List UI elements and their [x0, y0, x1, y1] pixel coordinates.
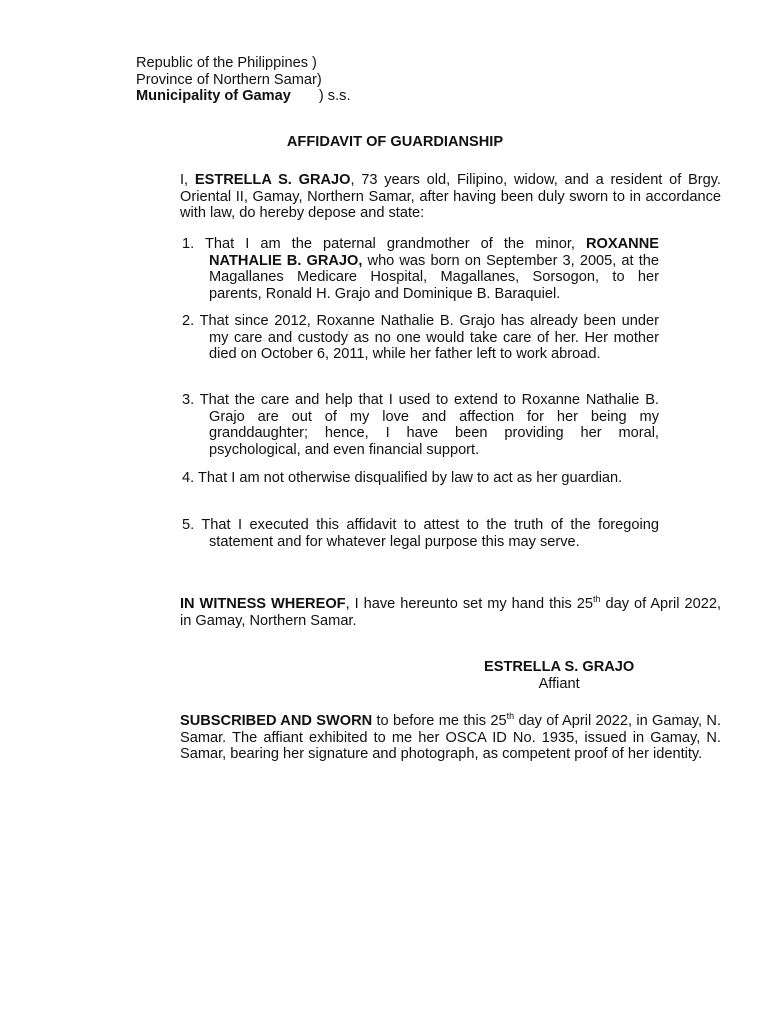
- witness-text-2: day of April 2022, in Gamay, Northern Samar.: [180, 596, 721, 629]
- venue-province: Province of Northern Samar): [136, 71, 322, 88]
- item-1-text-1: 1. That I am the paternal grandmother of the minor,: [182, 236, 587, 252]
- jurat-lead: SUBSCRIBED AND SWORN: [180, 713, 373, 729]
- witness-paragraph: [136, 596, 721, 629]
- signature-name: ESTRELLA S. GRAJO: [484, 659, 635, 675]
- venue-republic: Republic of the Philippines ): [136, 55, 317, 71]
- statement-item-1: [182, 236, 659, 302]
- signature-block: [484, 659, 634, 692]
- jurat-text-2: day of April 2022, in Gamay, N. Samar. The affiant exhibited to me her OSCA ID No. 1935, issued in Gamay, N. Samar, bearing her signature and photograph, as competent proof of her identity.: [180, 713, 721, 763]
- venue-municipality-name: Municipality of Gamay: [136, 88, 291, 105]
- jurat-paragraph: [136, 713, 721, 763]
- venue-ss: ) s.s.: [318, 88, 351, 105]
- witness-lead: IN WITNESS WHEREOF: [180, 596, 346, 612]
- jurat-text-1: to before me this 25: [372, 713, 507, 729]
- signature-role: Affiant: [538, 675, 580, 692]
- affiant-name-intro: ESTRELLA S. GRAJO: [194, 172, 351, 188]
- jurat-ordinal: th: [506, 711, 515, 722]
- intro-text-1: I,: [180, 172, 195, 188]
- statement-item-2: 2. That since 2012, Roxanne Nathalie B. Grajo has already been under my care and custody as no one would take care of her. Her mother died on October 6, 2011, while her father left to work abroad.: [182, 313, 659, 363]
- witness-text-1: , I have hereunto set my hand this 25: [345, 596, 594, 612]
- statement-item-5: 5. That I executed this affidavit to attest to the truth of the foregoing statement and for whatever legal purpose this may serve.: [182, 517, 659, 550]
- document-title: AFFIDAVIT OF GUARDIANSHIP: [286, 134, 504, 150]
- intro-text-2: , 73 years old, Filipino, widow, and a resident of Brgy. Oriental II, Gamay, Northern Samar, after having been duly sworn to in accordance with law, do hereby depose and state:: [180, 172, 721, 222]
- witness-ordinal: th: [593, 594, 601, 605]
- statement-item-3: 3. That the care and help that I used to extend to Roxanne Nathalie B. Grajo are out of my love and affection for her being my granddaughter; hence, I have been providing her moral, psychological, and even financial support.: [182, 392, 659, 458]
- venue-block: [136, 55, 351, 105]
- minor-name: ROXANNE NATHALIE B. GRAJO,: [209, 236, 659, 269]
- item-1-text-2: who was born on September 3, 2005, at the Magallanes Medicare Hospital, Magallanes, Sorsogon, to her parents, Ronald H. Grajo and Dominique B. Baraquiel.: [209, 252, 659, 302]
- statement-item-4: 4. That I am not otherwise disqualified by law to act as her guardian.: [182, 470, 623, 486]
- intro-paragraph: [136, 172, 721, 222]
- venue-municipality: [136, 88, 351, 105]
